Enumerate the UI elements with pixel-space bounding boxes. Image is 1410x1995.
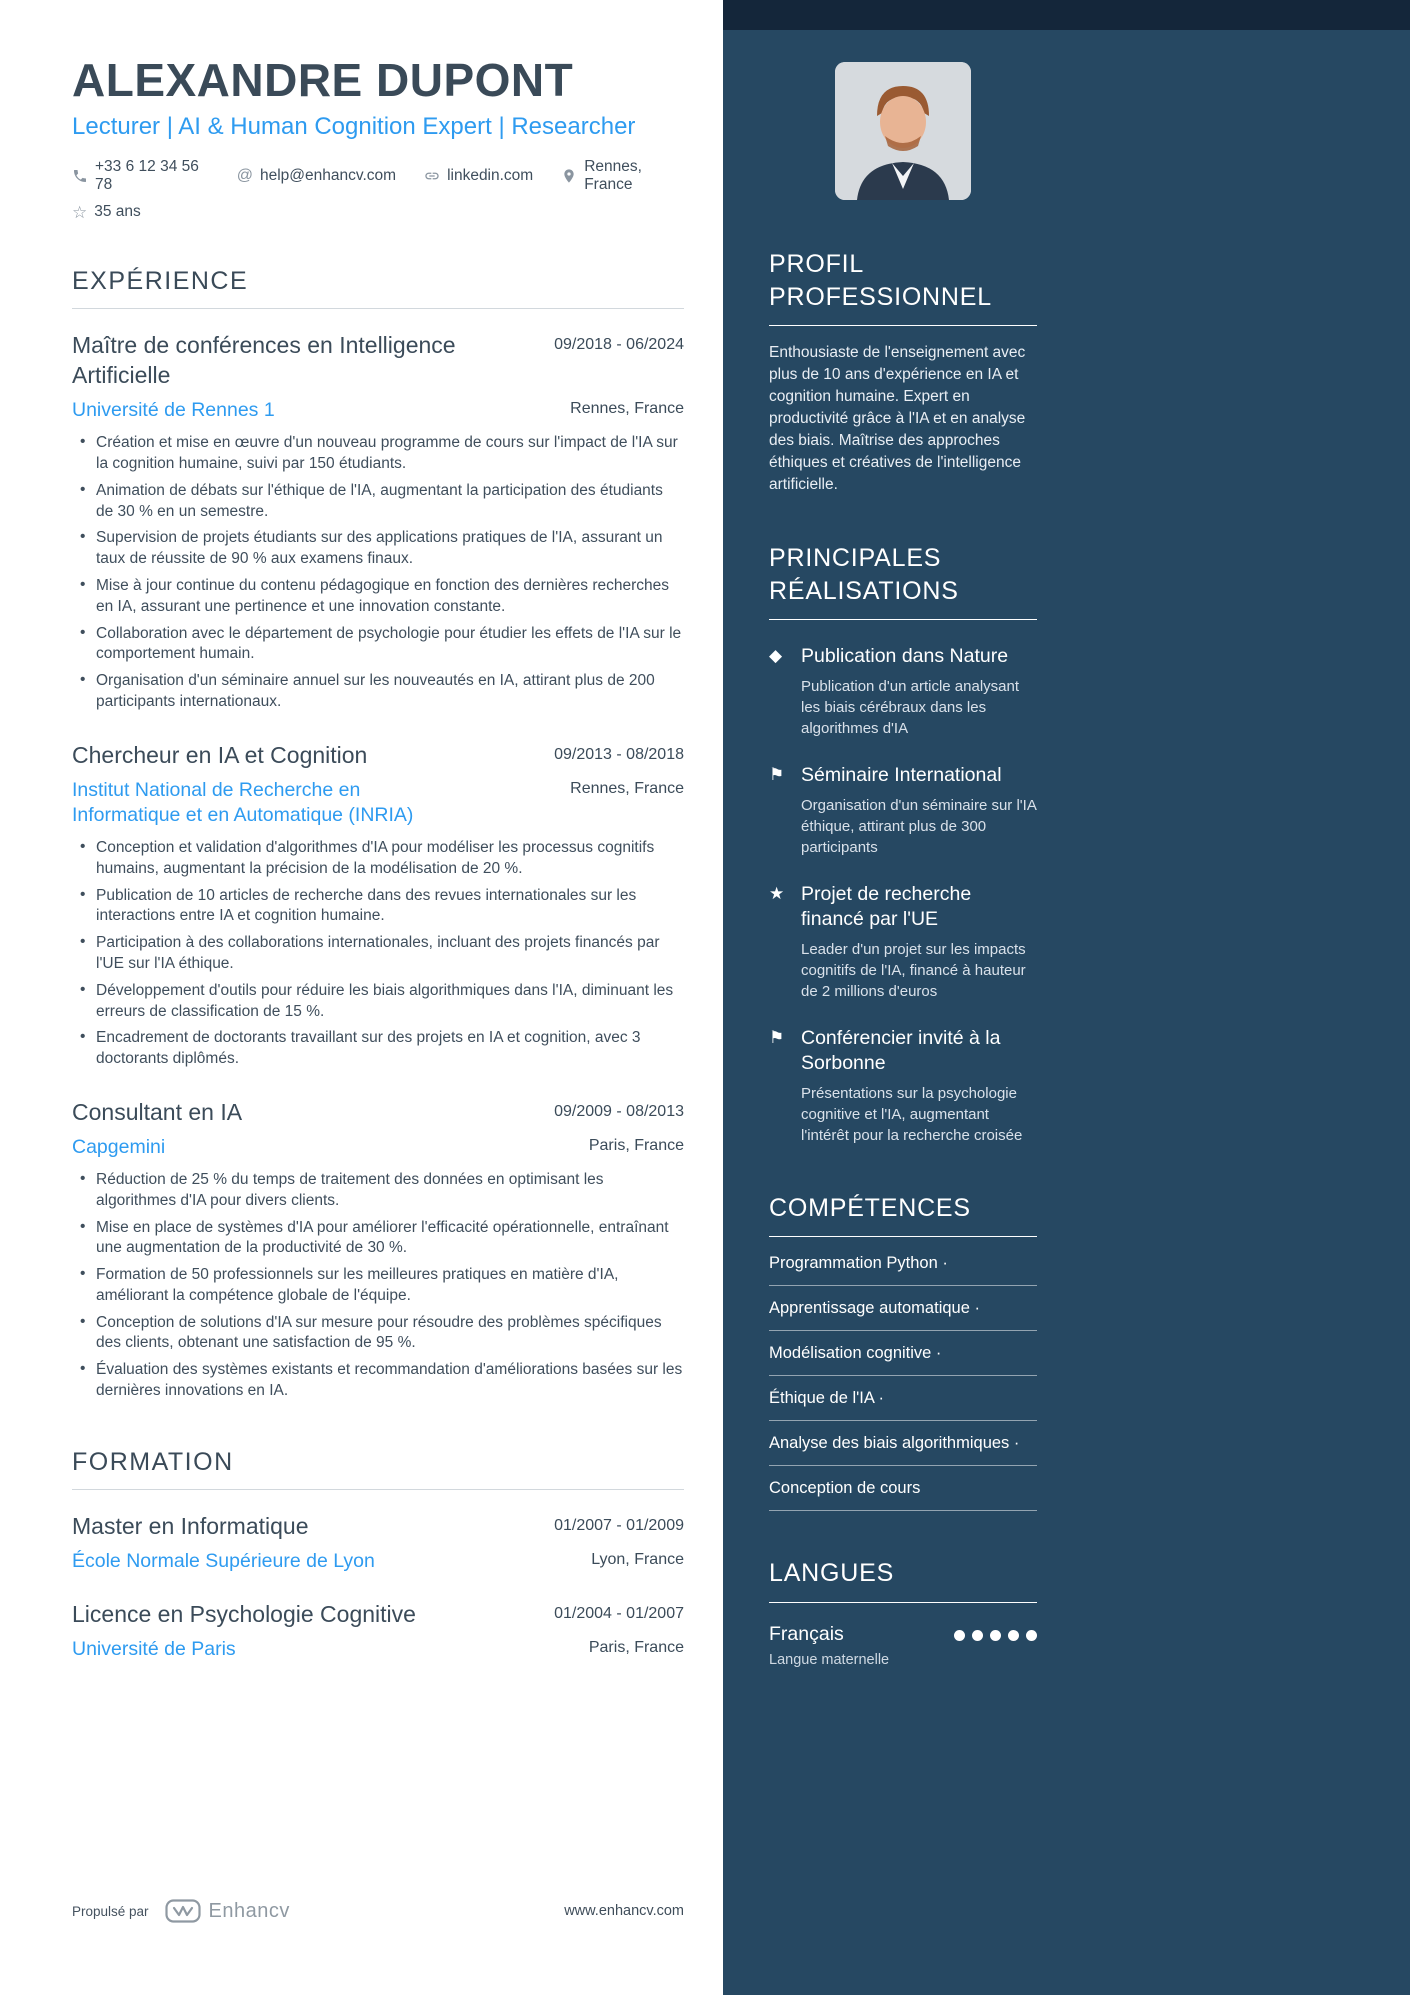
- contact-row: [72, 158, 684, 194]
- job-bullet: • Création et mise en œuvre d'un nouveau programme de cours sur l'impact de l'IA sur la cognition humaine, suivi par 150 étudiants.: [96, 433, 684, 475]
- job-bullets: [72, 1170, 684, 1402]
- degree-header: [72, 1512, 684, 1542]
- contact-location: [561, 158, 684, 194]
- job-bullets: [72, 838, 684, 1070]
- job-location: Rennes, France: [570, 400, 684, 418]
- footer: [72, 1899, 684, 1923]
- language-item: [769, 1623, 1037, 1668]
- job-bullet: • Mise à jour continue du contenu pédagogique en fonction des dernières recherches en IA, assurant une pertinence et une innovation constante.: [96, 576, 684, 618]
- job-bullet: • Organisation d'un séminaire annuel sur les nouveautés en IA, attirant plus de 200 participants internationaux.: [96, 671, 684, 713]
- sidebar-content: [723, 200, 1037, 1668]
- job-company: Université de Rennes 1: [72, 399, 275, 422]
- person-name: ALEXANDRE DUPONT: [72, 54, 574, 106]
- job-bullet: • Animation de débats sur l'éthique de l'IA, augmentant la participation des étudiants de 30 % en un semestre.: [96, 481, 684, 523]
- education-heading: FORMATION: [72, 1448, 684, 1490]
- contact-phone-text: +33 6 12 34 56 78: [95, 158, 199, 194]
- achievement-description: Présentations sur la psychologie cognitive et l'IA, augmentant l'intérêt pour la recherche croisée: [801, 1084, 1023, 1144]
- avatar: [835, 62, 971, 200]
- achievement-title: Séminaire International: [801, 763, 1002, 786]
- site-url[interactable]: www.enhancv.com: [564, 1903, 684, 1919]
- job-entry: [72, 331, 684, 712]
- contact-location-text: Rennes, France: [584, 158, 642, 194]
- powered-by-label: Propulsé par: [72, 1903, 149, 1919]
- job-bullet: • Formation de 50 professionnels sur les meilleures pratiques en matière d'IA, améliorant la compétence globale de l'équipe.: [96, 1265, 684, 1307]
- job-bullet: • Participation à des collaborations internationales, incluant des projets financés par l'UE sur l'IA éthique.: [96, 933, 684, 975]
- enhancv-logo-icon[interactable]: [165, 1899, 201, 1923]
- languages-section: [769, 1557, 1037, 1668]
- skill-item: Conception de cours: [769, 1466, 1037, 1511]
- degree-dates: 01/2004 - 01/2007: [554, 1604, 684, 1622]
- phone-icon: [72, 168, 88, 184]
- degree-location: Lyon, France: [591, 1550, 684, 1568]
- at-icon: @: [236, 167, 253, 185]
- skill-item: Éthique de l'IA ·: [769, 1376, 1037, 1421]
- job-location: Rennes, France: [570, 779, 684, 797]
- achievement-title: Publication dans Nature: [801, 645, 1009, 667]
- degree-dates: 01/2007 - 01/2009: [554, 1516, 684, 1534]
- job-dates: 09/2013 - 08/2018: [554, 745, 684, 763]
- flag-icon: ⚑: [769, 764, 785, 784]
- rating-dot: [972, 1630, 983, 1641]
- language-level: Langue maternelle: [769, 1651, 890, 1668]
- achievement-item: [769, 763, 1037, 858]
- job-dates: 09/2009 - 08/2013: [554, 1102, 684, 1120]
- skill-item: Modélisation cognitive ·: [769, 1331, 1037, 1376]
- degree-subheader: [72, 1549, 684, 1574]
- job-title: Consultant en IA: [72, 1098, 243, 1125]
- contact-email-text: help@enhancv.com: [259, 167, 397, 185]
- job-subheader: [72, 1135, 684, 1160]
- languages-heading: LANGUES: [769, 1557, 1037, 1603]
- degree-title: Licence en Psychologie Cognitive: [72, 1600, 416, 1627]
- degree-title: Master en Informatique: [72, 1512, 309, 1539]
- degree-subheader: [72, 1637, 684, 1662]
- achievement-item: [769, 1026, 1037, 1146]
- degree-entry: [72, 1600, 684, 1662]
- resume-header: [72, 56, 684, 221]
- contact-age: [72, 203, 141, 221]
- job-bullets: [72, 433, 684, 712]
- sidebar-top-strip: [723, 0, 1410, 30]
- job-bullet: • Réduction de 25 % du temps de traitement des données en optimisant les algorithmes d'IA pour divers clients.: [96, 1170, 684, 1212]
- contact-website-text: linkedin.com: [447, 167, 534, 185]
- job-location: Paris, France: [588, 1136, 684, 1154]
- achievement-body: [801, 1026, 1037, 1146]
- profile-section: [769, 248, 1037, 496]
- star-outline-icon: ☆: [72, 202, 88, 222]
- job-subheader: [72, 778, 684, 829]
- achievement-description: Publication d'un article analysant les biais cérébraux dans les algorithmes d'IA: [801, 677, 1019, 737]
- job-bullet: • Publication de 10 articles de recherche dans des revues internationales sur les interactions entre IA et cognition humaine.: [96, 886, 684, 928]
- experience-section: [72, 267, 684, 1401]
- location-pin-icon: [561, 168, 577, 184]
- contact-age-text: 35 ans: [94, 203, 141, 221]
- job-dates: 09/2018 - 06/2024: [554, 336, 684, 354]
- achievement-item: [769, 644, 1037, 739]
- job-bullet: • Mise en place de systèmes d'IA pour améliorer l'efficacité opérationnelle, entraînant une augmentation de la productivité de 30 %.: [96, 1218, 684, 1260]
- job-header: [72, 331, 684, 391]
- job-bullet: • Encadrement de doctorants travaillant sur des projets en IA et cognition, avec 3 doctorants diplômés.: [96, 1028, 684, 1070]
- contact-website[interactable]: [424, 167, 533, 185]
- achievements-section: [769, 542, 1037, 1146]
- job-bullet: • Évaluation des systèmes existants et recommandation d'améliorations basées sur les dernières innovations en IA.: [96, 1360, 684, 1402]
- experience-heading: EXPÉRIENCE: [72, 267, 684, 309]
- job-bullet: • Supervision de projets étudiants sur des applications pratiques de l'IA, assurant un taux de réussite de 90 % aux examens finaux.: [96, 528, 684, 570]
- job-bullet: • Conception de solutions d'IA sur mesure pour résoudre des problèmes spécifiques des clients, obtenant une satisfaction de 95 %.: [96, 1313, 684, 1355]
- job-bullet: • Conception et validation d'algorithmes d'IA pour modéliser les processus cognitifs humains, augmentant la précision de la modélisation de 20 %.: [96, 838, 684, 880]
- achievement-body: [801, 763, 1037, 858]
- degree-school: Université de Paris: [72, 1637, 236, 1660]
- link-icon: [424, 168, 440, 184]
- job-header: [72, 741, 684, 771]
- achievement-body: [801, 882, 1037, 1002]
- language-info: [769, 1623, 889, 1668]
- job-title: Maître de conférences en Intelligence Artificielle: [72, 332, 456, 389]
- rating-dot: [954, 1630, 965, 1641]
- person-headline: Lecturer | AI & Human Cognition Expert | Researcher: [72, 113, 636, 141]
- job-bullet: • Développement d'outils pour réduire les biais algorithmiques dans l'IA, diminuant les erreurs de classification de 15 %.: [96, 981, 684, 1023]
- profile-heading: PROFIL PROFESSIONNEL: [769, 248, 1037, 326]
- rating-dot: [1008, 1630, 1019, 1641]
- achievement-description: Organisation d'un séminaire sur l'IA éthique, attirant plus de 300 participants: [801, 796, 1037, 856]
- degree-entry: [72, 1512, 684, 1574]
- skills-list: [769, 1241, 1037, 1511]
- achievement-body: [801, 644, 1037, 739]
- skill-item: Programmation Python ·: [769, 1241, 1037, 1286]
- skill-item: Analyse des biais algorithmiques ·: [769, 1421, 1037, 1466]
- degree-school: École Normale Supérieure de Lyon: [72, 1549, 375, 1572]
- achievement-title: Conférencier invité à la Sorbonne: [801, 1026, 1001, 1074]
- job-entry: [72, 1098, 684, 1402]
- achievement-description: Leader d'un projet sur les impacts cognitifs de l'IA, financé à hauteur de 2 millions d'euros: [801, 940, 1026, 1000]
- profile-photo: [835, 62, 971, 200]
- contact-email[interactable]: [237, 167, 396, 185]
- skill-item: Apprentissage automatique ·: [769, 1286, 1037, 1331]
- achievements-heading: PRINCIPALES RÉALISATIONS: [769, 542, 1037, 620]
- achievement-item: [769, 882, 1037, 1002]
- job-bullet: • Collaboration avec le département de psychologie pour étudier les effets de l'IA sur le comportement humain.: [96, 624, 684, 666]
- flag-icon: ⚑: [769, 1027, 785, 1047]
- gem-icon: ◆: [769, 646, 783, 665]
- language-rating: [954, 1623, 1037, 1641]
- degree-location: Paris, France: [588, 1638, 684, 1656]
- skills-heading: COMPÉTENCES: [769, 1192, 1037, 1238]
- job-subheader: [72, 398, 684, 423]
- job-header: [72, 1098, 684, 1128]
- rating-dot: [1026, 1630, 1037, 1641]
- skills-section: [769, 1192, 1037, 1512]
- profile-text: Enthousiaste de l'enseignement avec plus de 10 ans d'expérience en IA et cognition humaine. Expert en productivité grâce à l'IA et en analyse des biais. Maîtrise des approches éthiques et créatives de l'intelligence artificielle.: [769, 344, 1026, 493]
- brand-name[interactable]: Enhancv: [208, 1899, 290, 1922]
- job-title: Chercheur en IA et Cognition: [72, 741, 368, 768]
- achievement-title: Projet de recherche financé par l'UE: [801, 882, 972, 930]
- education-section: [72, 1448, 684, 1662]
- job-entry: [72, 741, 684, 1070]
- rating-dot: [990, 1630, 1001, 1641]
- contact-row-secondary: [72, 203, 684, 221]
- degree-header: [72, 1600, 684, 1630]
- star-icon: ★: [769, 883, 785, 903]
- sidebar: [723, 0, 1410, 1995]
- language-name: Français: [769, 1622, 844, 1645]
- job-company: Capgemini: [72, 1135, 166, 1158]
- job-company: Institut National de Recherche en Informatique et en Automatique (INRIA): [72, 778, 414, 826]
- contact-phone[interactable]: [72, 158, 209, 194]
